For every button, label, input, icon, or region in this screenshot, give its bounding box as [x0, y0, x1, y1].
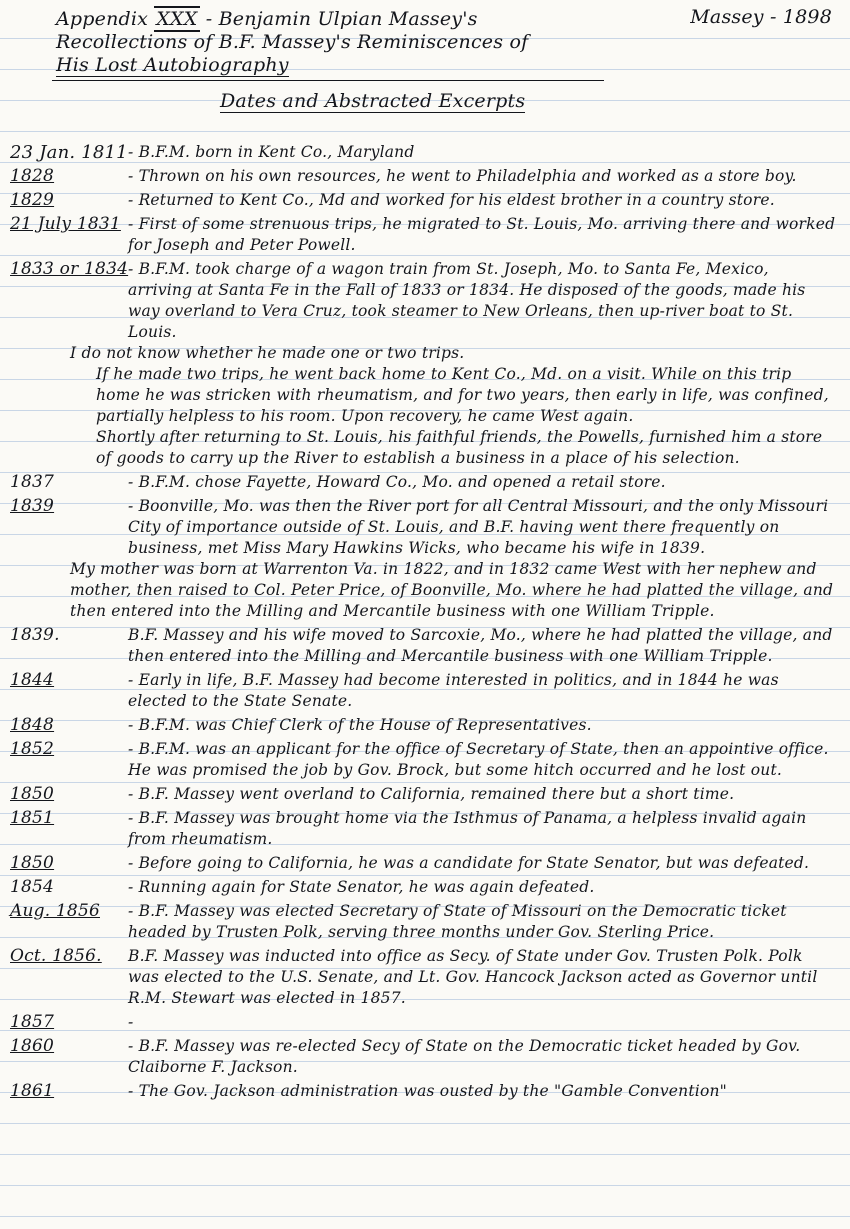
entry-text: - Thrown on his own resources, he went to Philadelphia and worked as a store boy. — [128, 167, 797, 185]
entry-date: 1848 — [10, 715, 55, 735]
entry-date: Aug. 1856 — [10, 901, 100, 921]
entry-text: - B.F. Massey was re-elected Secy of State on the Democratic ticket headed by Gov. Claiborne F. Jackson. — [128, 1037, 801, 1076]
entry-text: - B.F.M. was an applicant for the office of Secretary of State, then an appointive office. He was promised the job by Gov. Brock, but some hitch occurred and he lost out. — [128, 740, 829, 779]
entry — [0, 259, 850, 469]
entry — [0, 1036, 850, 1078]
entry-text: - The Gov. Jackson administration was ousted by the "Gamble Convention" — [128, 1082, 727, 1100]
entry-continuation: My mother was born at Warrenton Va. in 1822, and in 1832 came West with her nephew and mother, then raised to Col. Peter Price, of Boonville, Mo. where he had platted the village, and then entered into the Milling and Mercantile business with one William Tripple. — [70, 560, 834, 620]
entry-text: - First of some strenuous trips, he migrated to St. Louis, Mo. arriving there and worked for Joseph and Peter Powell. — [128, 215, 836, 254]
title-line-2: Recollections of B.F. Massey's Reminiscences of — [56, 31, 529, 53]
entry-date: 21 July 1831 — [10, 214, 121, 234]
entry-text: - Returned to Kent Co., Md and worked for his eldest brother in a country store. — [128, 191, 775, 209]
entry-text: - — [128, 1013, 134, 1031]
appendix-number: XXX — [156, 8, 198, 30]
entry-date: 1852 — [10, 739, 55, 759]
entry-date: 1851 — [10, 808, 55, 828]
title-prefix: Appendix — [56, 8, 155, 30]
entry — [0, 901, 850, 943]
entry-text: - Boonville, Mo. was then the River port for all Central Missouri, and the only Missouri City of importance outside of St. Louis, and B.F. having went there frequently on business, met Miss Mary Hawkins Wicks, who became his wife in 1839. — [128, 497, 829, 557]
entry-text: - Before going to California, he was a candidate for State Senator, but was defeated. — [128, 854, 810, 872]
entry-date: 23 Jan. 1811 — [10, 142, 128, 163]
entry-text: - B.F.M. chose Fayette, Howard Co., Mo. and opened a retail store. — [128, 473, 666, 491]
entry-continuation: Shortly after returning to St. Louis, his faithful friends, the Powells, furnished him a store of goods to carry up the River to establish a business in a place of his selection. — [96, 428, 823, 467]
title-rest: - Benjamin Ulpian Massey's — [199, 8, 478, 30]
entry — [0, 214, 850, 256]
entry-text: - B.F. Massey was brought home via the Isthmus of Panama, a helpless invalid again from rheumatism. — [128, 809, 807, 848]
entry-text: - Early in life, B.F. Massey had become interested in politics, and in 1844 he was elected to the State Senate. — [128, 671, 779, 710]
entry — [0, 808, 850, 850]
entry-text: - B.F.M. was Chief Clerk of the House of Representatives. — [128, 716, 592, 734]
entries-list — [0, 142, 850, 1102]
entry — [0, 739, 850, 781]
document-header — [56, 8, 616, 77]
entry-date: 1850 — [10, 853, 55, 873]
entry-date: 1850 — [10, 784, 55, 804]
entry — [0, 142, 850, 163]
entry — [0, 1012, 850, 1033]
entry — [0, 670, 850, 712]
entry-text: - Running again for State Senator, he was again defeated. — [128, 878, 595, 896]
entry-text: - B.F.M. took charge of a wagon train from St. Joseph, Mo. to Santa Fe, Mexico, arriving at Santa Fe in the Fall of 1833 or 1834. He disposed of the goods, made his way overland to Vera Cruz, took steamer to New Orleans, then up-river boat to St. Louis. — [128, 260, 806, 341]
entry-text: B.F. Massey was inducted into office as Secy. of State under Gov. Trusten Polk. Polk was elected to the U.S. Senate, and Lt. Gov. Hancock Jackson acted as Governor until R.M. Stewart was elected in 1857. — [128, 947, 818, 1007]
corner-note: Massey - 1898 — [690, 6, 832, 28]
entry-date: 1854 — [10, 877, 55, 897]
entry — [0, 784, 850, 805]
entry-continuation: If he made two trips, he went back home to Kent Co., Md. on a visit. While on this trip home he was stricken with rheumatism, and for two years, then early in life, was confined, partially helpless to his room. Upon recovery, he came West again. — [96, 365, 829, 425]
entry-date: 1839 — [10, 496, 55, 516]
header-divider — [52, 80, 604, 81]
entry-date: 1829 — [10, 190, 55, 210]
entry-text: - B.F.M. born in Kent Co., Maryland — [128, 143, 415, 161]
subtitle: Dates and Abstracted Excerpts — [220, 90, 526, 112]
entry — [0, 190, 850, 211]
entry-text: B.F. Massey and his wife moved to Sarcoxie, Mo., where he had platted the village, and then entered into the Milling and Mercantile business with one William Tripple. — [128, 626, 833, 665]
entry-date: 1861 — [10, 1081, 55, 1101]
entry-date: 1837 — [10, 472, 55, 492]
entry — [0, 877, 850, 898]
entry-text: - B.F. Massey was elected Secretary of State of Missouri on the Democratic ticket headed by Trusten Polk, serving three months under Gov. Sterling Price. — [128, 902, 787, 941]
entry-date: 1833 or 1834 — [10, 259, 129, 279]
entry — [0, 496, 850, 622]
entry-continuation: I do not know whether he made one or two trips. — [70, 344, 465, 362]
title-line-3: His Lost Autobiography — [56, 54, 289, 76]
entry — [0, 166, 850, 187]
entry-date: 1844 — [10, 670, 55, 690]
entry-date: 1860 — [10, 1036, 55, 1056]
entry-date: 1828 — [10, 166, 55, 186]
entry-text: - B.F. Massey went overland to California, remained there but a short time. — [128, 785, 735, 803]
title-line-1 — [56, 8, 616, 31]
entry — [0, 946, 850, 1009]
entry — [0, 715, 850, 736]
entry — [0, 853, 850, 874]
entry-date: 1857 — [10, 1012, 55, 1032]
entry — [0, 472, 850, 493]
entry-date: 1839. — [10, 625, 60, 645]
entry-date: Oct. 1856. — [10, 946, 102, 966]
entry — [0, 625, 850, 667]
entry — [0, 1081, 850, 1102]
